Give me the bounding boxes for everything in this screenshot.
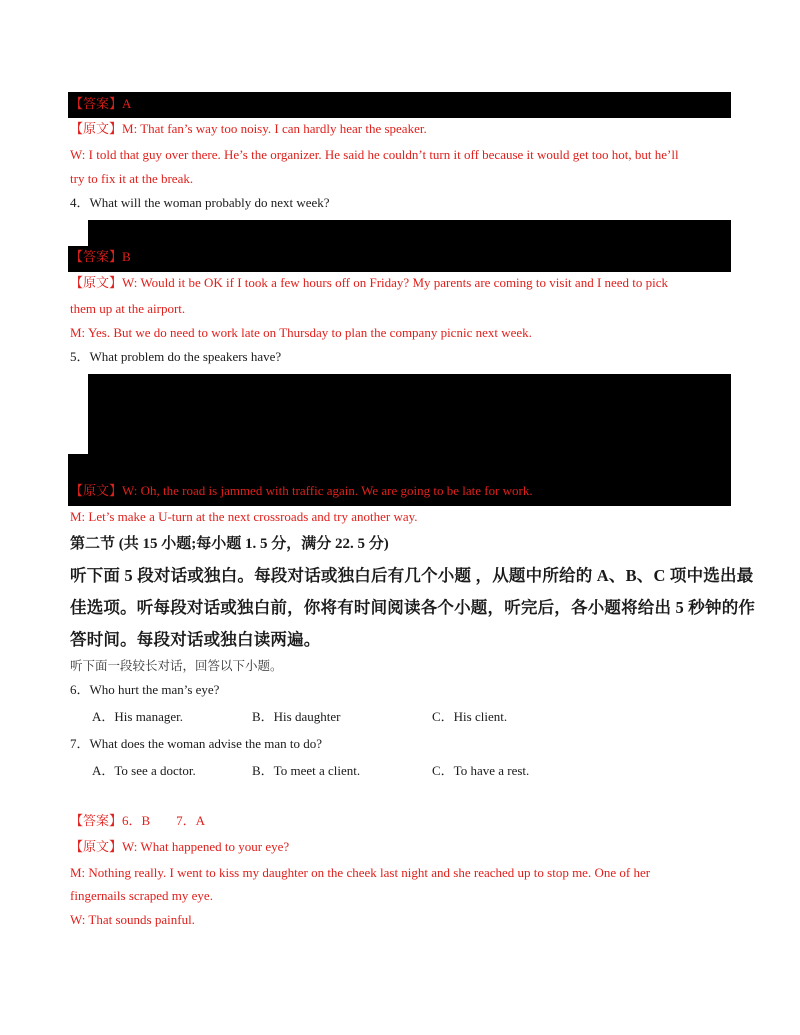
transcript-tag: 【原文】 [70, 839, 123, 854]
transcript-line: 【原文】W: Oh, the road is jammed with traffic again. We are going to be late for work. [70, 483, 533, 498]
question-5: 5．What problem do the speakers have? [70, 349, 282, 364]
section-instruction: 听下面 5 段对话或独白。每段对话或独白后有几个小题 ，从题中所给的 A、B、C 项中选出最 [70, 566, 754, 585]
section-instruction: 答时间。每段对话或独白读两遍。 [70, 630, 321, 649]
answer-value: A [122, 96, 132, 111]
answer-line [70, 248, 131, 266]
question-4: 4．What will the woman probably do next week? [70, 195, 330, 210]
transcript-tag: 【原文】 [70, 121, 123, 136]
answer-tag: 【答案】 [70, 96, 123, 111]
answer-tag: 【答案】 [70, 813, 123, 828]
transcript-line: 【原文】W: Would it be OK if I took a few hours off on Friday? My parents are coming to visit and I need to pick [70, 275, 669, 290]
answer-line [70, 95, 131, 113]
transcript-line: M: Let’s make a U-turn at the next crossroads and try another way. [70, 509, 418, 524]
redaction-bar [88, 374, 731, 428]
section-instruction: 佳选项。听每段对话或独白前，你将有时间阅读各个小题，听完后，各小题将给出 5 秒钟的作 [70, 598, 756, 617]
question-7: 7．What does the woman advise the man to do? [70, 736, 322, 751]
transcript-line: fingernails scraped my eye. [70, 888, 213, 903]
answer-tag: 【答案】 [70, 249, 123, 264]
option-a: A．His manager. [92, 709, 183, 724]
transcript-line: 【原文】W: What happened to your eye? [70, 839, 290, 854]
redaction-bar [68, 92, 731, 118]
transcript-line: W: I told that guy over there. He’s the organizer. He said he couldn’t turn it off because it would get too hot, but he’ll [70, 147, 679, 162]
option-c: C．To have a rest. [432, 763, 530, 778]
sub-instruction: 听下面一段较长对话，回答以下小题。 [70, 659, 283, 673]
option-b: B．His daughter [252, 709, 341, 724]
transcript-tag: 【原文】 [70, 483, 123, 498]
answer-line [70, 812, 205, 830]
transcript-line: M: Yes. But we do need to work late on Thursday to plan the company picnic next week. [70, 325, 532, 340]
section-title: 第二节 (共 15 小题;每小题 1. 5 分，满分 22. 5 分) [70, 536, 389, 552]
transcript-line: 【原文】M: That fan’s way too noisy. I can hardly hear the speaker. [70, 121, 427, 136]
question-6: 6．Who hurt the man’s eye? [70, 682, 220, 697]
transcript-tag: 【原文】 [70, 275, 123, 290]
answer-value: B [122, 249, 131, 264]
redaction-bar [88, 220, 731, 246]
transcript-line: W: That sounds painful. [70, 912, 195, 927]
transcript-line: try to fix it at the break. [70, 171, 194, 186]
transcript-line: M: Nothing really. I went to kiss my daughter on the cheek last night and she reached up to stop me. One of her [70, 865, 651, 880]
option-b: B．To meet a client. [252, 763, 361, 778]
redaction-bar [88, 428, 731, 454]
option-a: A．To see a doctor. [92, 763, 196, 778]
option-c: C．His client. [432, 709, 508, 724]
transcript-line: them up at the airport. [70, 301, 186, 316]
answer-value: 6．B 7．A [122, 813, 206, 828]
redaction-bar [68, 246, 731, 272]
